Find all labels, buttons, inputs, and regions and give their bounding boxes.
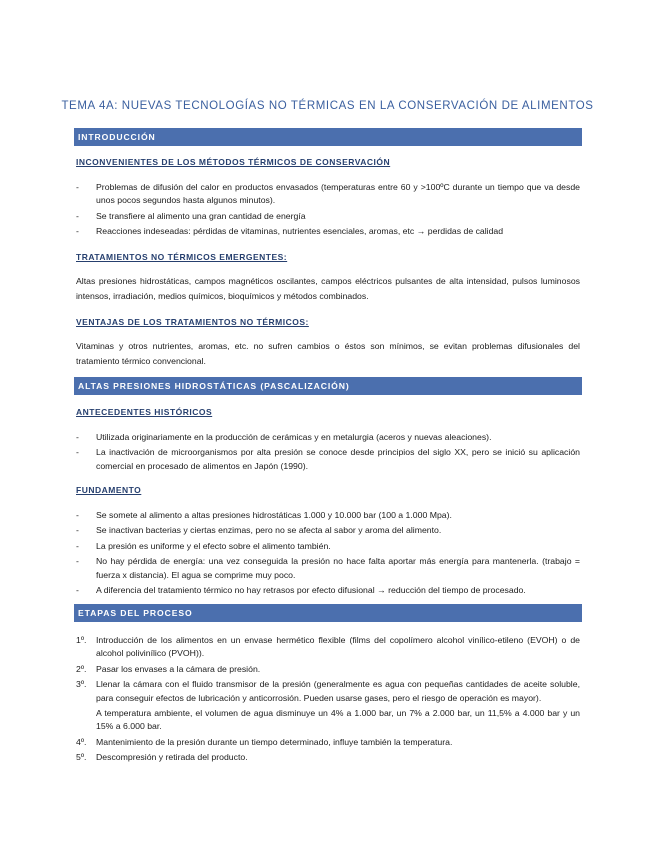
list-item: - La inactivación de microorganismos por alta presión se conoce desde principios del siglo XX, pero se inició su aplicación comercial en procesado de alimentos en Japón (1990). bbox=[76, 446, 580, 473]
list-item: - Se transfiere al alimento una gran cantidad de energía bbox=[76, 210, 580, 223]
list-item bbox=[76, 751, 580, 764]
list-item bbox=[76, 678, 580, 734]
step-number: 5º. bbox=[76, 752, 87, 763]
list-item: - Reacciones indeseadas: pérdidas de vitaminas, nutrientes esenciales, aromas, etc → perdidas de calidad bbox=[76, 225, 580, 238]
step-number: 3º. bbox=[76, 679, 87, 690]
list-item: - La presión es uniforme y el efecto sobre el alimento también. bbox=[76, 540, 580, 553]
step-extra-text: A temperatura ambiente, el volumen de agua disminuye un 4% a 1.000 bar, un 7% a 2.000 bar, un 11,5% a 4.000 bar y un 15% a 6.000 bar. bbox=[96, 708, 580, 732]
section-heading-altas-presiones: ALTAS PRESIONES HIDROSTÁTICAS (PASCALIZACIÓN) bbox=[74, 377, 582, 395]
list-antecedentes bbox=[76, 431, 580, 475]
step-text: Introducción de los alimentos en un envase hermético flexible (films del copolímero alcohol vinílico-etileno (EVOH) o de alcohol polivinílico (PVOH)). bbox=[96, 635, 580, 659]
paragraph-tratamientos: Altas presiones hidrostáticas, campos magnéticos oscilantes, campos eléctricos pulsantes de alta intensidad, pulsos luminosos intensos, irradiación, medios químicos, bioquímicos y métodos combinados. bbox=[76, 276, 580, 301]
section-heading-etapas: ETAPAS DEL PROCESO bbox=[74, 604, 582, 622]
list-item bbox=[76, 634, 580, 661]
list-item: - Problemas de difusión del calor en productos envasados (temperaturas entre 60 y >100ºC durante un tiempo que va desde unos pocos segundos hasta algunos minutos). bbox=[76, 181, 580, 208]
paragraph-ventajas: Vitaminas y otros nutrientes, aromas, etc. no sufren cambios o éstos son mínimos, se evitan problemas difusionales del tratamiento térmico convencional. bbox=[76, 341, 580, 366]
list-fundamento bbox=[76, 509, 580, 599]
step-text: Llenar la cámara con el fluido transmisor de la presión (generalmente es agua con pequeñas cantidades de aceite soluble, para conseguir efectos de lubricación y anticorrosión. Pueden usarse gases, pero el riesgo de operación es mayor). bbox=[96, 679, 580, 703]
subheading-antecedentes: ANTECEDENTES HISTÓRICOS bbox=[76, 407, 213, 417]
list-item: - No hay pérdida de energía: una vez conseguida la presión no hace falta aportar más energía para mantenerla. (trabajo = fuerza x distancia). El agua se comprime muy poco. bbox=[76, 555, 580, 582]
subheading-fundamento: FUNDAMENTO bbox=[76, 485, 142, 495]
section-heading-introduccion: INTRODUCCIÓN bbox=[74, 128, 582, 146]
list-item: - Se somete al alimento a altas presiones hidrostáticas 1.000 y 10.000 bar (100 a 1.000 Mpa). bbox=[76, 509, 580, 522]
step-text: Descompresión y retirada del producto. bbox=[96, 752, 248, 763]
list-item: - Se inactivan bacterias y ciertas enzimas, pero no se afecta al sabor y aroma del alimento. bbox=[76, 524, 580, 537]
step-number: 2º. bbox=[76, 663, 87, 674]
subheading-inconvenientes: INCONVENIENTES DE LOS MÉTODOS TÉRMICOS DE CONSERVACIÓN bbox=[76, 157, 391, 167]
step-number: 4º. bbox=[76, 736, 87, 747]
list-etapas bbox=[76, 634, 580, 767]
list-item: - Utilizada originariamente en la producción de cerámicas y en metalurgia (aceros y nuevas aleaciones). bbox=[76, 431, 580, 444]
list-item bbox=[76, 663, 580, 676]
list-inconvenientes bbox=[76, 181, 580, 241]
subheading-tratamientos: TRATAMIENTOS NO TÉRMICOS EMERGENTES: bbox=[76, 252, 288, 262]
list-item: - A diferencia del tratamiento térmico no hay retrasos por efecto difusional → reducción del tiempo de procesado. bbox=[76, 584, 580, 597]
subheading-ventajas: VENTAJAS DE LOS TRATAMIENTOS NO TÉRMICOS: bbox=[76, 317, 309, 327]
document-title: TEMA 4A: NUEVAS TECNOLOGÍAS NO TÉRMICAS EN LA CONSERVACIÓN DE ALIMENTOS bbox=[61, 100, 594, 112]
list-item bbox=[76, 736, 580, 749]
step-number: 1º. bbox=[76, 635, 87, 645]
step-text: Pasar los envases a la cámara de presión. bbox=[96, 663, 261, 674]
step-text: Mantenimiento de la presión durante un tiempo determinado, influye también la temperatura. bbox=[96, 736, 453, 747]
